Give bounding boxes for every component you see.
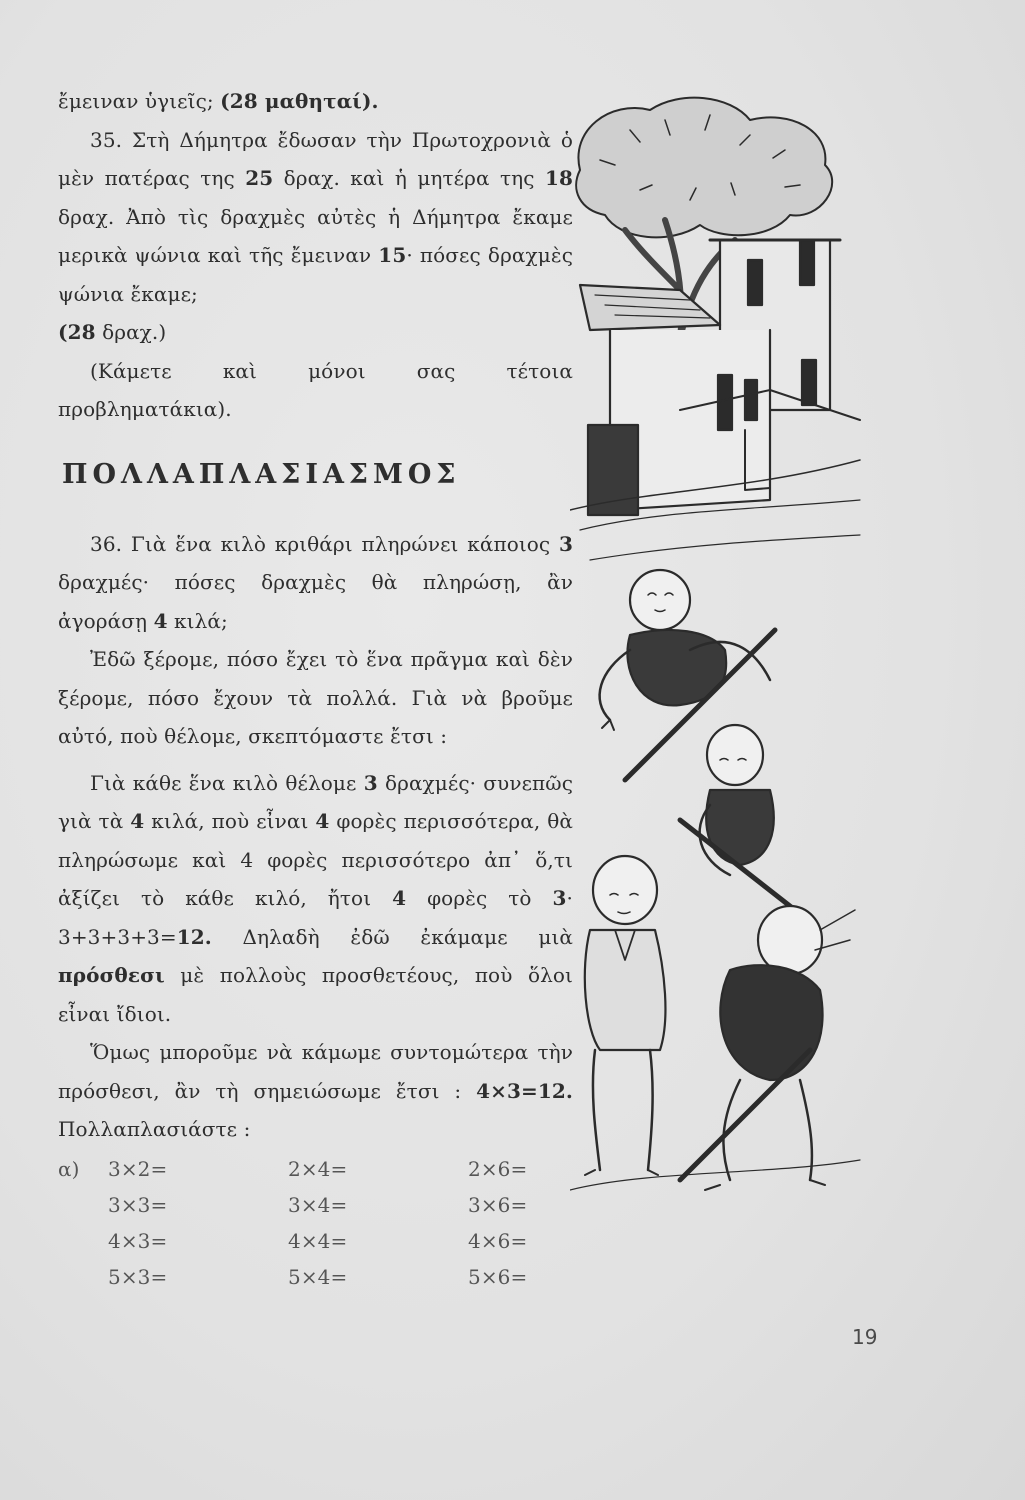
exhortation: (Κάμετε καὶ μόνοι σας τέτοια προβληματάκια). [58, 358, 573, 421]
exercise-item: 5×3= [108, 1264, 168, 1289]
exercise-item: 4×6= [468, 1228, 528, 1253]
paragraph-multiplication: Ὅμως μποροῦμε νὰ κάμωμε συντομώτερα τὴν πρόσθεσι, ἂν τὴ σημειώσωμε ἔτσι : 4×3=12. Πολλαπλασιάστε : [58, 1040, 573, 1141]
exercise-item: 3×6= [468, 1192, 528, 1217]
exercise-item: 3×4= [288, 1192, 348, 1217]
exercise-item: 5×6= [468, 1264, 528, 1289]
house-illustration [570, 240, 860, 560]
child-bending-illustration [680, 906, 855, 1190]
paragraph-reasoning: Ἐδῶ ξέρομε, πόσο ἔχει τὸ ἕνα πρᾶγμα καὶ δὲν ξέρομε, πόσο ἔχουν τὰ πολλά. Γιὰ νὰ βροῦμε αὐτό, ποὺ θέλομε, σκεπτόμαστε ἔτσι : [58, 647, 573, 748]
problem-35-answer: (28 [58, 320, 96, 344]
exercise-item: 5×4= [288, 1264, 348, 1289]
paragraph-explanation: Γιὰ κάθε ἕνα κιλὸ θέλομε 3 δραχμές· συνεπῶς γιὰ τὰ 4 κιλά, ποὺ εἶναι 4 φορὲς περισσότερα, θὰ πληρώσωμε καὶ 4 φορὲς περισσότερο ἀπ᾽ ὅ,τι ἀξίζει τὸ κάθε κιλό, ἤτοι 4 φορὲς τὸ 3· 3+3+3+3=12. Δηλαδὴ ἐδῶ ἐκάμαμε μιὰ πρόσθεσι μὲ πολλοὺς προσθετέους, ποὺ ὅλοι εἶναι ἴδιοι. [58, 770, 573, 1026]
exercise-item: 3×3= [108, 1192, 168, 1217]
exercise-item: 4×4= [288, 1228, 348, 1253]
carryover-answer: (28 μαθηταί). [220, 89, 379, 113]
child-standing-illustration [585, 856, 666, 1175]
text-column [58, 82, 573, 1295]
child-standing-stick-illustration [680, 725, 795, 910]
exercise-grid [58, 1151, 573, 1295]
exercise-item: 2×4= [288, 1156, 348, 1181]
exercise-label: α) [58, 1156, 80, 1181]
problem-35: 35. Στὴ Δήμητρα ἔδωσαν τὴν Πρωτοχρονιὰ ὁ μὲν πατέρας της 25 δραχ. καὶ ἡ μητέρα της 18 δραχ. Ἀπὸ τὶς δραχμὲς αὐτὲς ἡ Δήμητρα ἔκαμε μερικὰ ψώνια καὶ τῆς ἔμειναν 15· πόσες δραχμὲς ψώνια ἔκαμε; (28 δραχ.) [58, 127, 574, 344]
page-number: 19 [852, 1325, 878, 1349]
exercise-item: 3×2= [108, 1156, 168, 1181]
illustration-children-village [570, 90, 870, 1210]
carryover-line: ἔμειναν ὑγιεῖς; (28 μαθηταί). [58, 89, 379, 113]
problem-35-number: 35. [90, 127, 123, 152]
problem-36: 36. Γιὰ ἕνα κιλὸ κριθάρι πληρώνει κάποιος 3 δραχμές· πόσες δραχμὲς θὰ πληρώσῃ, ἂν ἀγοράσῃ 4 κιλά; [58, 531, 573, 633]
exercise-item: 2×6= [468, 1156, 528, 1181]
section-heading: ΠΟΛΛΑΠΛΑΣΙΑΣΜΟΣ [62, 458, 461, 490]
problem-36-number: 36. [90, 531, 123, 556]
exercise-item: 4×3= [108, 1228, 168, 1253]
